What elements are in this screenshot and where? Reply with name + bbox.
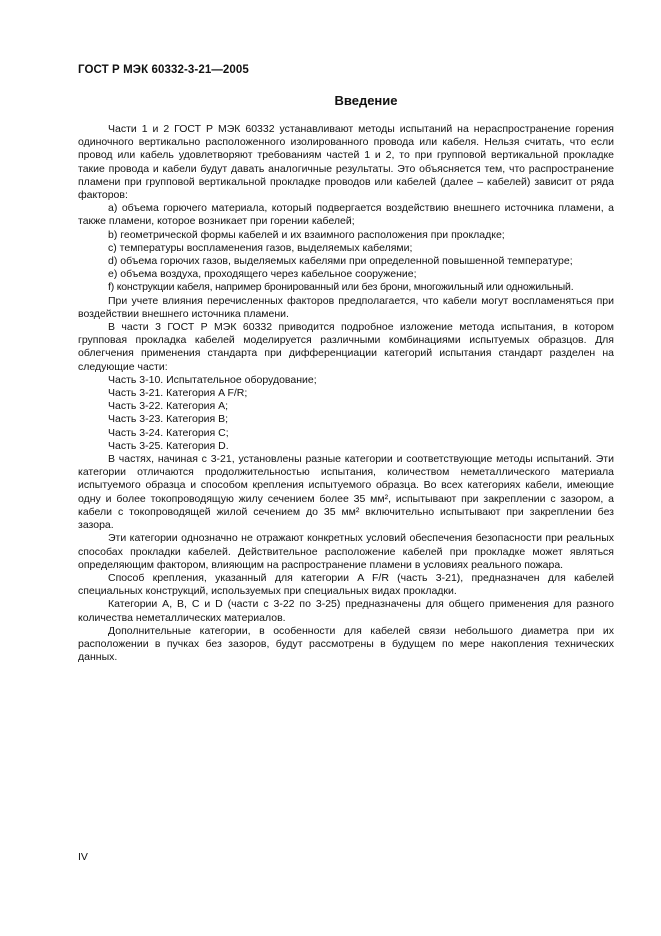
paragraph-factors: При учете влияния перечисленных факторов предполагается, что кабели могут воспламеняться при воздействии внешнего источника пламени. [78, 294, 614, 320]
paragraph-part3: В части 3 ГОСТ Р МЭК 60332 приводится подробное изложение метода испытания, в котором групповая прокладка кабелей моделируется различными комбинациями испытуемых образцов. Для облегчения применения стандарта при дифференциации категорий испытания стандарт разделен на следующие части: [78, 321, 614, 373]
paragraph-categories: В частях, начиная с 3-21, установлены разные категории и соответствующие методы испытаний. Эти категории отличаются продолжительностью испытания, количеством неметаллического материала испытуемого образца и способом крепления испытуемого образца. Во всех категориях кабели, имеющие одну и более токопроводящую жилу сечением более 35 мм², испытывают при закреплении с зазором, а кабели с токопроводящей жилой сечением до 35 мм² включительно испытывают при закреплении без зазора. [78, 453, 614, 532]
page-number: IV [78, 851, 88, 863]
paragraph-intro: Части 1 и 2 ГОСТ Р МЭК 60332 устанавливают методы испытаний на нераспространение горения одиночного вертикально расположенного изолированного провода или кабеля. Нельзя считать, что если провод или кабель удовлетворяют требованиям частей 1 и 2, то при групповой вертикальной прокладке такие провода и кабели будут давать аналогичные результаты. Это объясняется тем, что распространение пламени при групповой вертикальной прокладке проводов или кабелей (далее – кабелей) зависит от ряда факторов: [78, 123, 614, 202]
document-header: ГОСТ Р МЭК 60332-3-21—2005 [78, 64, 249, 76]
list-item-d: d) объема горючих газов, выделяемых кабелями при определенной повышенной температуре; [108, 255, 573, 268]
part-item-3-21: Часть 3-21. Категория A F/R; [108, 387, 248, 400]
section-title: Введение [334, 93, 398, 108]
list-item-c: c) температуры воспламенения газов, выделяемых кабелями; [108, 241, 413, 254]
list-item-a: a) объема горючего материала, который подвергается воздействию внешнего источника пламени, а также пламени, которое возникает при горении кабелей; [78, 202, 614, 228]
paragraph-additional: Дополнительные категории, в особенности для кабелей связи небольшого диаметра при их расположении в пучках без зазоров, будут рассмотрены в будущем по мере накопления технических данных. [78, 624, 614, 664]
part-item-3-24: Часть 3-24. Категория С; [108, 426, 229, 439]
part-item-3-25: Часть 3-25. Категория D. [108, 439, 229, 452]
part-item-3-10: Часть 3-10. Испытательное оборудование; [108, 373, 317, 386]
part-item-3-23: Часть 3-23. Категория В; [108, 413, 229, 426]
list-item-f: f) конструкции кабеля, например бронированный или без брони, многожильный или одножильный. [108, 281, 574, 294]
part-item-3-22: Часть 3-22. Категория А; [108, 400, 229, 413]
paragraph-general: Категории А, В, С и D (части с 3-22 по 3-25) предназначены для общего применения для разного количества неметаллических материалов. [78, 598, 614, 624]
document-body [78, 123, 614, 664]
list-item-e: e) объема воздуха, проходящего через кабельное сооружение; [108, 268, 417, 281]
paragraph-mounting: Способ крепления, указанный для категории A F/R (часть 3-21), предназначен для кабелей специальных конструкций, используемых при специальных видах прокладки. [78, 571, 614, 598]
paragraph-safety: Эти категории однозначно не отражают конкретных условий обеспечения безопасности при реальных способах прокладки кабелей. Действительное расположение кабелей при прокладке может являться определяющим фактором, влияющим на распространение пламени в условиях реального пожара. [78, 532, 614, 571]
list-item-b: b) геометрической формы кабелей и их взаимного расположения при прокладке; [108, 228, 505, 241]
